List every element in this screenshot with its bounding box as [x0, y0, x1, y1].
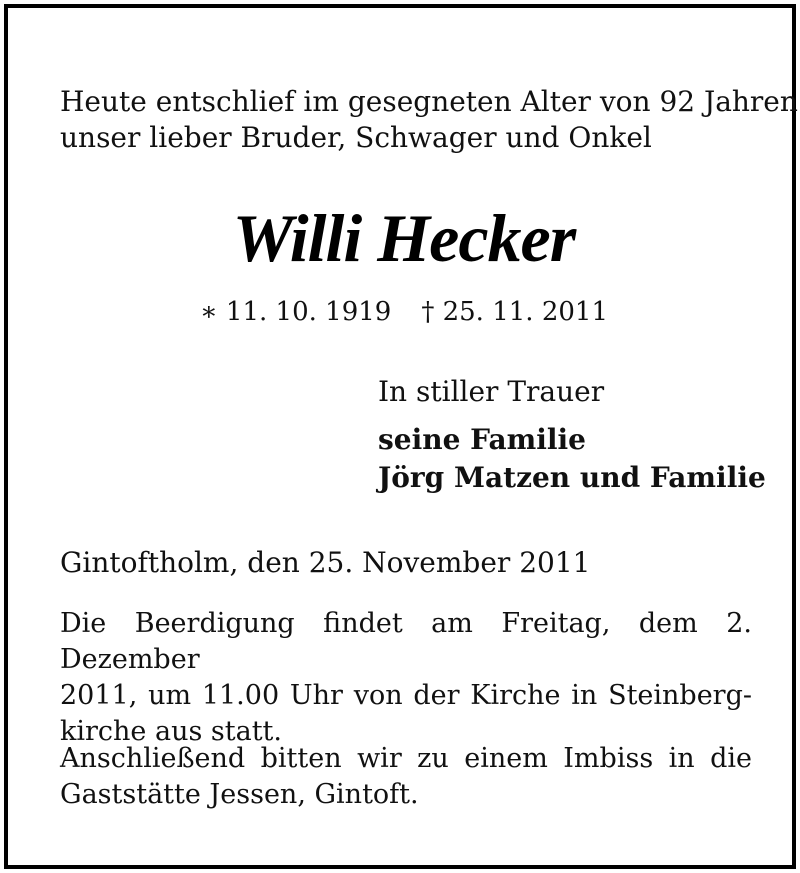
- funeral-line: 2011, um 11.00 Uhr von der Kirche in Steinberg-: [60, 680, 752, 711]
- intro-line: unser lieber Bruder, Schwager und Onkel: [60, 121, 652, 154]
- deceased-name: Willi Hecker: [232, 200, 576, 276]
- mourning-phrase: In stiller Trauer: [378, 375, 605, 408]
- mourner-name: Jörg Matzen und Familie: [378, 461, 766, 494]
- birth-date: ∗ 11. 10. 1919: [199, 297, 392, 327]
- funeral-line: kirche aus statt.: [60, 716, 282, 747]
- reception-announcement: [60, 741, 752, 813]
- intro-line: Heute entschlief im gesegneten Alter von 92 Jahren: [60, 85, 798, 118]
- place-and-date: Gintoftholm, den 25. November 2011: [60, 546, 591, 579]
- obituary-frame: [4, 4, 796, 869]
- funeral-line: Die Beerdigung findet am Freitag, dem 2. Dezember: [60, 608, 752, 675]
- reception-line: Gaststätte Jessen, Gintoft.: [60, 779, 419, 810]
- life-dates: [8, 294, 800, 330]
- death-date: † 25. 11. 2011: [421, 297, 608, 327]
- mourner-name: seine Familie: [378, 423, 586, 456]
- funeral-announcement: [60, 606, 752, 750]
- reception-line: Anschließend bitten wir zu einem Imbiss in die: [60, 743, 752, 774]
- intro-text: [60, 84, 798, 156]
